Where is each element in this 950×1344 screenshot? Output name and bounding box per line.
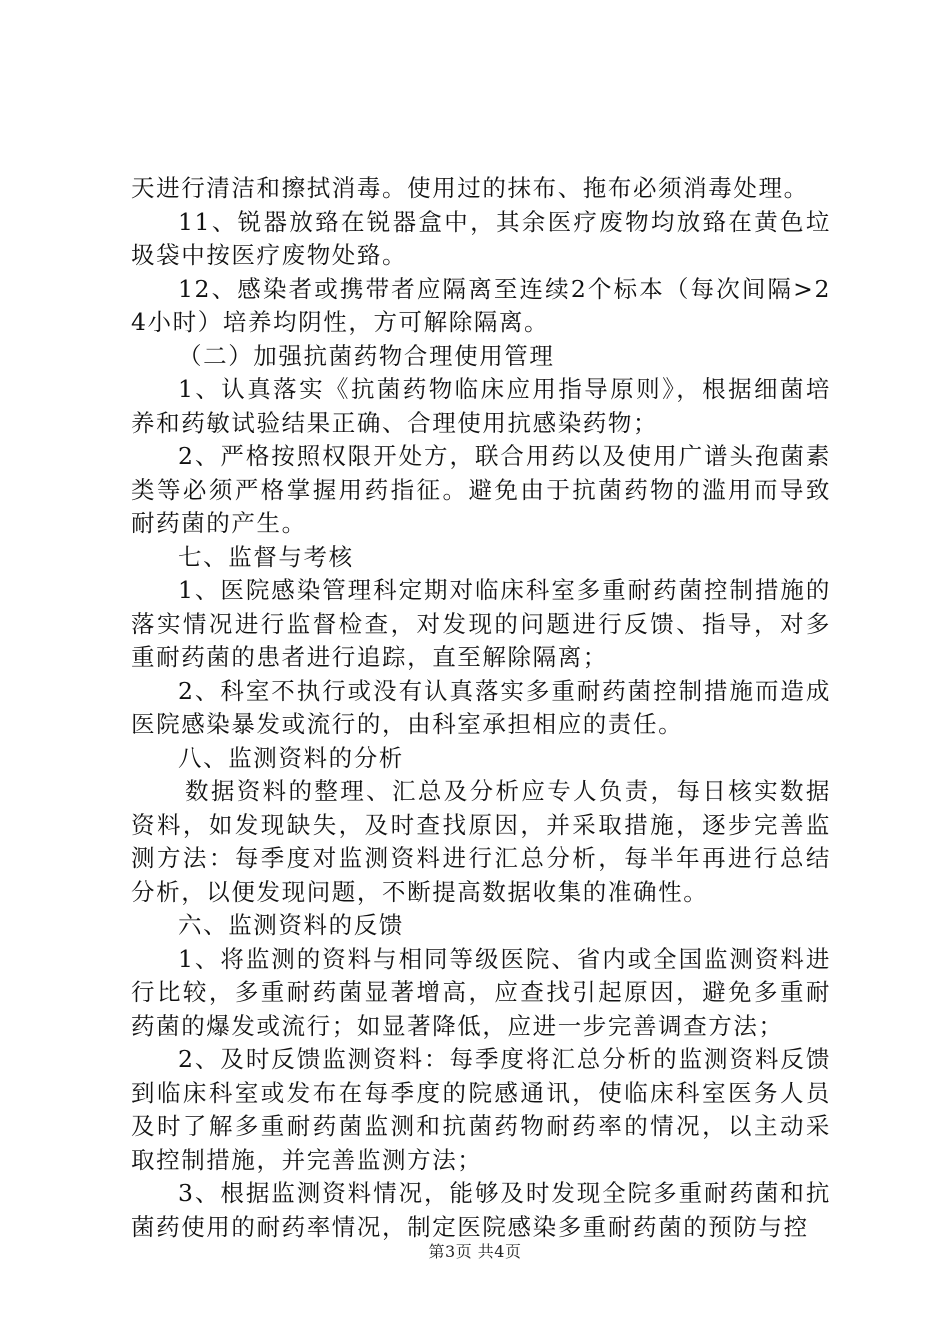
section-heading-supervision: 七、监督与考核 [178,542,354,571]
paragraph-feedback-3: 3、根据监测资料情况，能够及时发现全院多重耐药菌和抗菌药使用的耐药率情况，制定医院感染多重耐药菌的预防与控 [131,1179,831,1241]
paragraph-feedback-2: 2、及时反馈监测资料：每季度将汇总分析的监测资料反馈到临床科室或发布在每季度的院感通讯，使临床科室医务人员及时了解多重耐药菌监测和抗菌药物耐药率的情况，以主动采取控制措施，并完善监测方法； [131,1045,831,1174]
section-heading-data-feedback: 六、监测资料的反馈 [178,911,404,939]
paragraph-data-analysis: 数据资料的整理、汇总及分析应专人负责，每日核实数据资料，如发现缺失，及时查找原因，并采取措施，逐步完善监测方法：每季度对监测资料进行汇总分析，每半年再进行总结分析，以便发现问题，不断提高数据收集的准确性。 [131,777,831,906]
document-body [131,172,831,1244]
paragraph-supervision-2: 2、科室不执行或没有认真落实多重耐药菌控制措施而造成医院感染暴发或流行的，由科室承担相应的责任。 [131,676,831,738]
paragraph-antibiotic-guideline: 1、认真落实《抗菌药物临床应用指导原则》，根据细菌培养和药敏试验结果正确、合理使用抗感染药物； [131,375,831,437]
page-number-footer: 第3页 共4页 [428,1242,522,1261]
section-heading-antibiotic-use: （二）加强抗菌药物合理使用管理 [178,341,555,370]
paragraph-sharps-disposal: 11、锐器放臵在锐器盒中，其余医疗废物均放臵在黄色垃圾袋中按医疗废物处臵。 [131,207,831,269]
paragraph-prescription-authority: 2、严格按照权限开处方，联合用药以及使用广谱头孢菌素类等必须严格掌握用药指征。避免由于抗菌药物的滥用而导致耐药菌的产生。 [131,442,831,537]
paragraph-feedback-1: 1、将监测的资料与相同等级医院、省内或全国监测资料进行比较，多重耐药菌显著增高，应查找引起原因，避免多重耐药菌的爆发或流行；如显著降低，应进一步完善调查方法； [131,944,831,1040]
paragraph-isolation-release: 12、感染者或携带者应隔离至连续2个标本（每次间隔>24小时）培养均阴性，方可解除隔离。 [131,274,831,336]
section-heading-data-analysis: 八、监测资料的分析 [178,743,404,772]
paragraph-cleaning-continued: 天进行清洁和擦拭消毒。使用过的抹布、拖布必须消毒处理。 [131,174,809,202]
paragraph-supervision-1: 1、医院感染管理科定期对临床科室多重耐药菌控制措施的落实情况进行监督检查，对发现的问题进行反馈、指导，对多重耐药菌的患者进行追踪，直至解除隔离； [131,576,831,671]
